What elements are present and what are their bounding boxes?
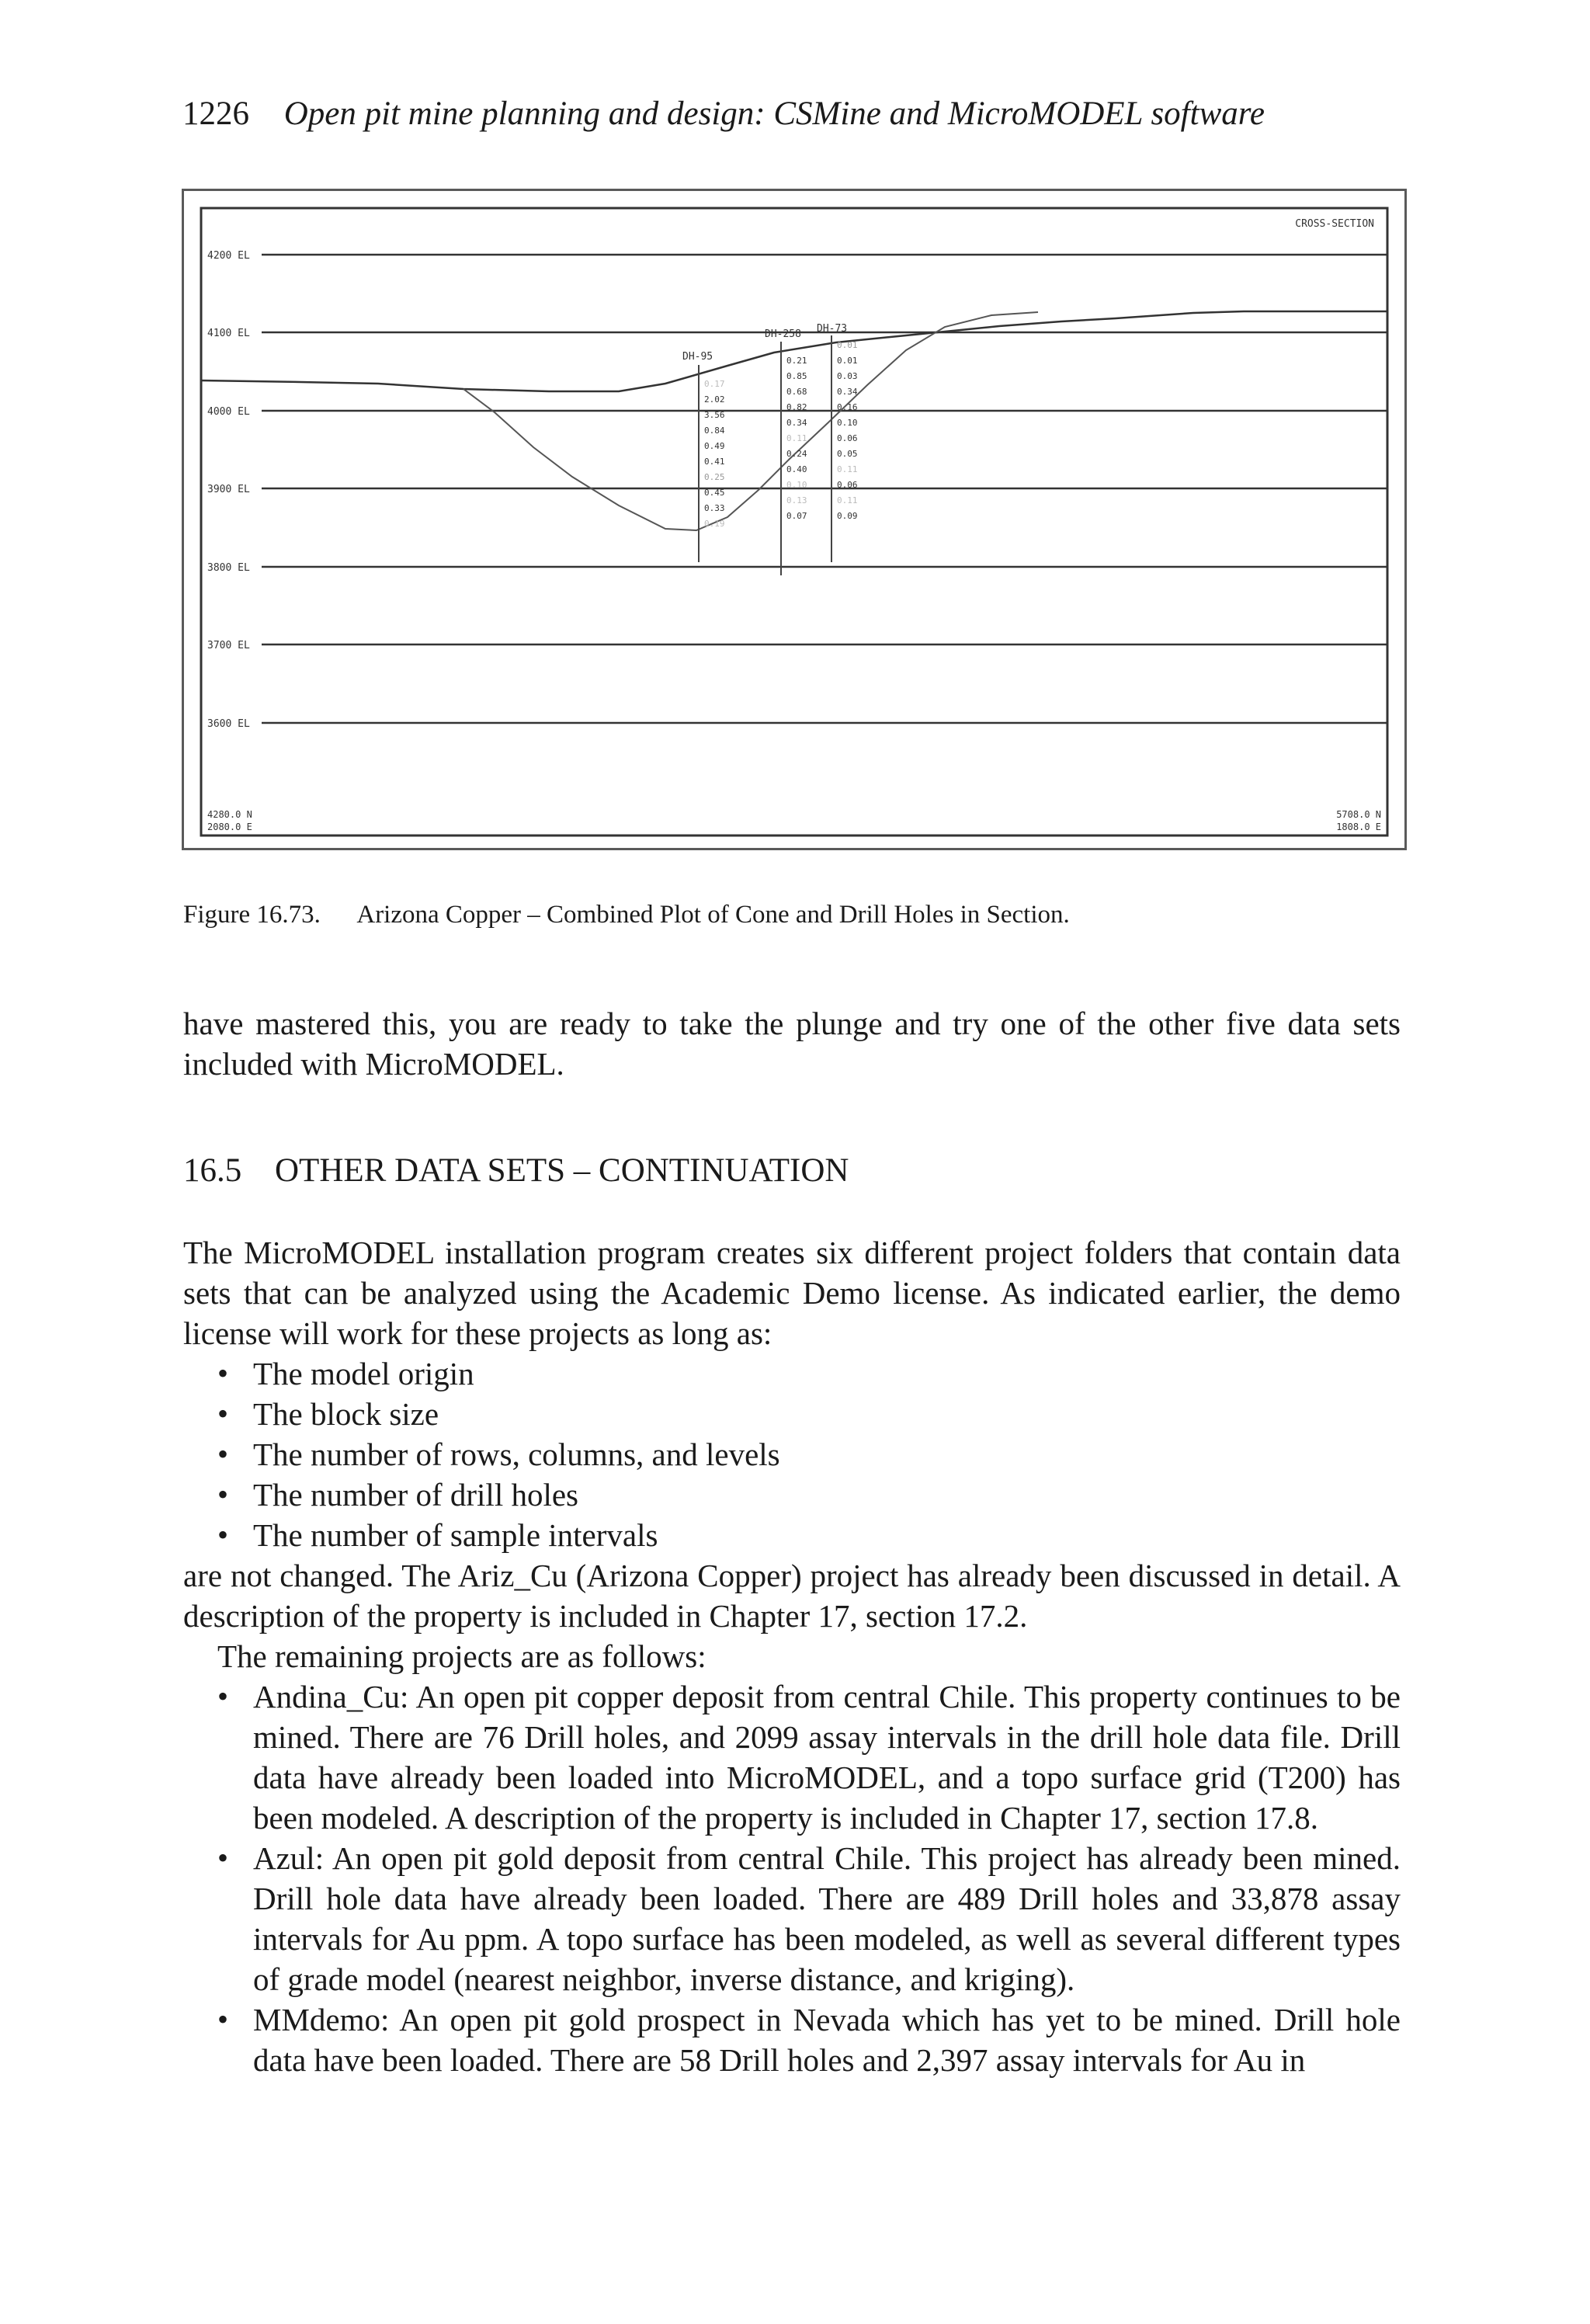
grade-value: 0.11 bbox=[837, 495, 858, 505]
section-title: OTHER DATA SETS – CONTINUATION bbox=[275, 1152, 849, 1189]
grade-value: 0.68 bbox=[786, 387, 807, 397]
grade-value: 0.19 bbox=[704, 519, 725, 529]
list-item: • Azul: An open pit gold deposit from central Chile. This project has already been mined. Drill hole data have already been loaded. There are 489 Drill holes and 33,878 assay intervals for Au ppm. A topo surface has been modeled, as well as several different types of grade model (nearest neighbor, inverse distance, and kriging). bbox=[183, 1838, 1401, 1999]
page-number: 1226 bbox=[182, 96, 249, 132]
grade-column-dh-258 bbox=[786, 356, 807, 521]
project-list bbox=[183, 1676, 1401, 2080]
running-title: Open pit mine planning and design: CSMine and MicroMODEL software bbox=[283, 96, 1265, 132]
figure-label: Figure 16.73. bbox=[183, 901, 321, 929]
grade-value: 0.11 bbox=[837, 464, 858, 474]
paragraph: have mastered this, you are ready to take the plunge and try one of the other five data sets included with MicroMODEL. bbox=[183, 1006, 1401, 1082]
corner-coordinate: 5708.0 N bbox=[1336, 809, 1381, 820]
grade-value: 0.10 bbox=[786, 480, 807, 490]
pit-cone-line bbox=[463, 312, 1038, 530]
grade-value: 0.09 bbox=[837, 511, 858, 521]
continuation-paragraph bbox=[183, 1003, 1401, 1084]
grade-value: 0.07 bbox=[786, 511, 807, 521]
elevation-label: 4100 EL bbox=[207, 328, 250, 339]
plot-title: CROSS-SECTION bbox=[1295, 218, 1374, 230]
grade-value: 0.34 bbox=[786, 418, 807, 428]
grade-value: 0.01 bbox=[837, 356, 858, 366]
section-number: 16.5 bbox=[183, 1152, 242, 1189]
figure-caption bbox=[183, 901, 1070, 929]
elevation-label: 3900 EL bbox=[207, 484, 250, 495]
elevation-label: 3600 EL bbox=[207, 718, 250, 730]
grade-value: 0.13 bbox=[786, 495, 807, 505]
grade-value: 0.41 bbox=[704, 457, 725, 467]
cross-section-plot bbox=[184, 191, 1404, 848]
grade-value: 0.45 bbox=[704, 488, 725, 498]
grade-value: 0.21 bbox=[786, 356, 807, 366]
list-item: • The model origin bbox=[183, 1353, 1401, 1394]
condition-list bbox=[183, 1353, 1401, 1555]
grade-value: 0.82 bbox=[786, 402, 807, 412]
drill-hole-label: DH-73 bbox=[817, 323, 848, 335]
grade-value: 0.17 bbox=[704, 379, 725, 389]
grade-value: 0.16 bbox=[837, 402, 858, 412]
list-item: • Andina_Cu: An open pit copper deposit from central Chile. This property continues to be mined. There are 76 Drill holes, and 2099 assay intervals in the drill hole data file. Drill data have already been loaded into MicroMODEL, and a topo surface grid (T200) has been modeled. A description of the property is included in Chapter 17, section 17.8. bbox=[183, 1676, 1401, 1838]
grade-column-dh-73 bbox=[837, 340, 858, 521]
grade-value: 0.34 bbox=[837, 387, 858, 397]
elevation-label: 4000 EL bbox=[207, 406, 250, 418]
paragraph: are not changed. The Ariz_Cu (Arizona Copper) project has already been discussed in detail. A description of the property is included in Chapter 17, section 17.2. bbox=[183, 1558, 1401, 1634]
grade-value: 0.24 bbox=[786, 449, 807, 459]
grade-value: 0.03 bbox=[837, 371, 858, 381]
paragraph: The remaining projects are as follows: bbox=[217, 1638, 706, 1674]
grade-value: 0.06 bbox=[837, 480, 858, 490]
list-item: • The number of sample intervals bbox=[183, 1515, 1401, 1555]
grade-value: 0.05 bbox=[837, 449, 858, 459]
elevation-label: 3700 EL bbox=[207, 640, 250, 651]
grade-value: 2.02 bbox=[704, 394, 725, 405]
elevation-label: 4200 EL bbox=[207, 250, 250, 262]
grade-value: 0.49 bbox=[704, 441, 725, 451]
elevation-label: 3800 EL bbox=[207, 562, 250, 574]
grade-value: 0.84 bbox=[704, 426, 725, 436]
section-heading bbox=[183, 1152, 849, 1190]
corner-coordinate: 4280.0 N bbox=[207, 809, 252, 820]
drill-hole-label: DH-258 bbox=[765, 328, 801, 340]
list-item: • The number of rows, columns, and levels bbox=[183, 1434, 1401, 1475]
grade-column-dh-95 bbox=[704, 379, 725, 529]
grade-value: 0.10 bbox=[837, 418, 858, 428]
grade-value: 0.25 bbox=[704, 472, 725, 482]
list-item: • MMdemo: An open pit gold prospect in Nevada which has yet to be mined. Drill hole data have been loaded. There are 58 Drill holes and 2,397 assay intervals for Au in bbox=[183, 1999, 1401, 2080]
cross-section-figure bbox=[182, 189, 1407, 850]
list-item: • The block size bbox=[183, 1394, 1401, 1434]
grade-value: 3.56 bbox=[704, 410, 725, 420]
plot-border bbox=[201, 208, 1387, 835]
grade-value: 0.01 bbox=[837, 340, 858, 350]
running-head bbox=[182, 95, 1265, 133]
grade-value: 0.40 bbox=[786, 464, 807, 474]
list-item: • The number of drill holes bbox=[183, 1475, 1401, 1515]
grade-value: 0.11 bbox=[786, 433, 807, 443]
grade-value: 0.85 bbox=[786, 371, 807, 381]
drill-hole-label: DH-95 bbox=[682, 351, 713, 363]
grade-value: 0.06 bbox=[837, 433, 858, 443]
section-body bbox=[183, 1232, 1401, 2080]
corner-coordinate: 2080.0 E bbox=[207, 822, 252, 832]
paragraph: The MicroMODEL installation program creates six different project folders that contain data sets that can be analyzed using the Academic Demo license. As indicated earlier, the demo license will work for these projects as long as: bbox=[183, 1235, 1401, 1351]
figure-caption-text: Arizona Copper – Combined Plot of Cone and Drill Holes in Section. bbox=[356, 901, 1070, 929]
grade-value: 0.33 bbox=[704, 503, 725, 513]
corner-coordinate: 1808.0 E bbox=[1336, 822, 1381, 832]
